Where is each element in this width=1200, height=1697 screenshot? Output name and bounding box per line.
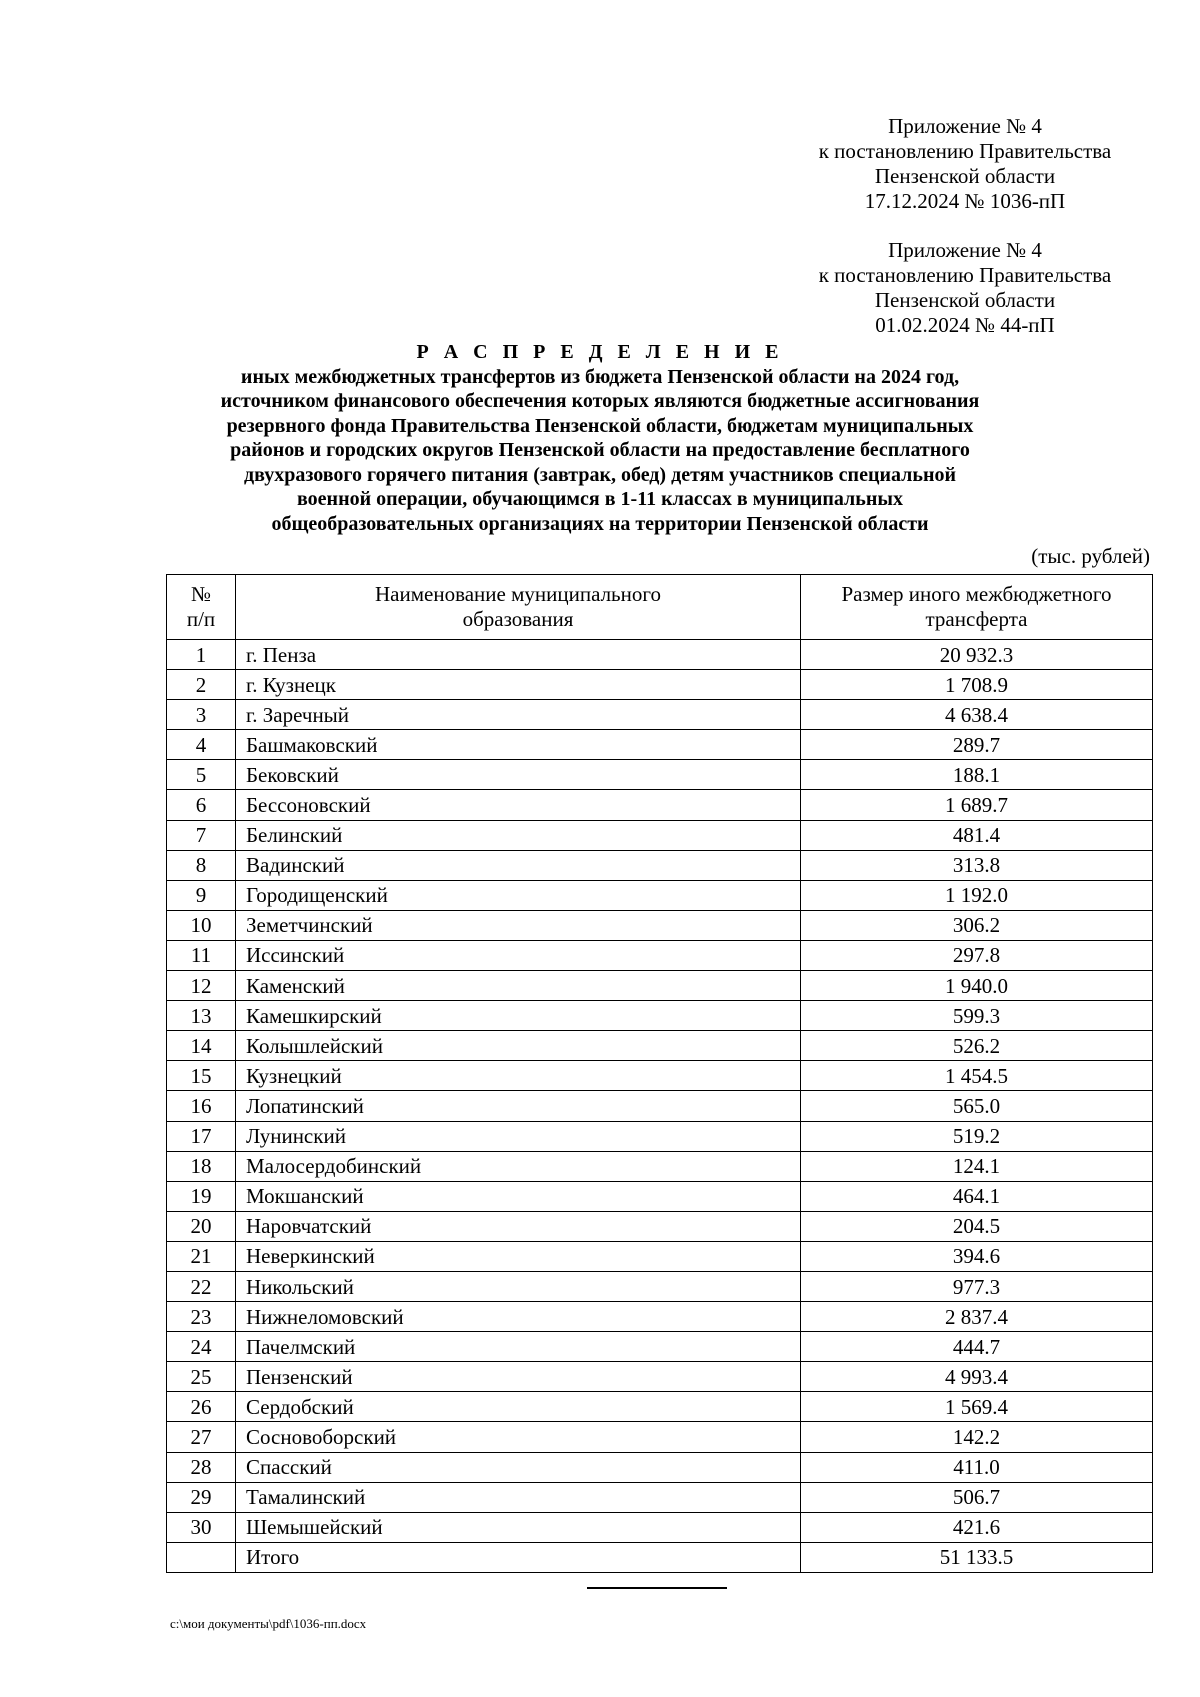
row-number: 10	[167, 910, 236, 940]
row-number: 30	[167, 1512, 236, 1542]
table-row	[167, 1271, 1153, 1301]
row-municipality: Наровчатский	[236, 1211, 801, 1241]
row-municipality: Бековский	[236, 760, 801, 790]
row-municipality: Кузнецкий	[236, 1061, 801, 1091]
total-label: Итого	[236, 1542, 801, 1572]
row-municipality: Бессоновский	[236, 790, 801, 820]
table-row	[167, 1211, 1153, 1241]
table-row	[167, 1031, 1153, 1061]
header-number-line: №	[190, 582, 212, 606]
table-row	[167, 790, 1153, 820]
appendix-date-number: 17.12.2024 № 1036-пП	[864, 189, 1066, 213]
row-amount: 1 708.9	[801, 670, 1153, 700]
row-municipality: Белинский	[236, 820, 801, 850]
document-title	[150, 340, 1050, 536]
header-amount-line: трансферта	[925, 607, 1028, 631]
end-divider	[587, 1587, 727, 1589]
row-amount: 506.7	[801, 1482, 1153, 1512]
row-number: 22	[167, 1271, 236, 1301]
table-row	[167, 1482, 1153, 1512]
row-municipality: Пачелмский	[236, 1332, 801, 1362]
row-amount: 4 638.4	[801, 700, 1153, 730]
row-number: 16	[167, 1091, 236, 1121]
table-row	[167, 670, 1153, 700]
row-amount: 306.2	[801, 910, 1153, 940]
row-number: 11	[167, 940, 236, 970]
row-municipality: Малосердобинский	[236, 1151, 801, 1181]
row-amount: 1 192.0	[801, 880, 1153, 910]
row-amount: 421.6	[801, 1512, 1153, 1542]
row-number: 15	[167, 1061, 236, 1091]
title-line: общеобразовательных организациях на территории Пензенской области	[271, 512, 929, 535]
row-municipality: Шемышейский	[236, 1512, 801, 1542]
row-amount: 1 569.4	[801, 1392, 1153, 1422]
row-amount: 204.5	[801, 1211, 1153, 1241]
total-number	[167, 1542, 236, 1572]
appendix-header-previous	[700, 238, 1200, 338]
row-municipality: Тамалинский	[236, 1482, 801, 1512]
table-row	[167, 760, 1153, 790]
row-number: 28	[167, 1452, 236, 1482]
row-number: 24	[167, 1332, 236, 1362]
row-municipality: г. Пенза	[236, 640, 801, 670]
table-row	[167, 1362, 1153, 1392]
appendix-reference: к постановлению Правительства	[818, 139, 1112, 163]
row-number: 8	[167, 850, 236, 880]
title-line: иных межбюджетных трансфертов из бюджета Пензенской области на 2024 год,	[240, 365, 960, 388]
title-line: районов и городских округов Пензенской области на предоставление бесплатного	[230, 439, 970, 461]
row-amount: 2 837.4	[801, 1302, 1153, 1332]
row-amount: 297.8	[801, 940, 1153, 970]
table-row	[167, 1241, 1153, 1271]
table-row	[167, 1512, 1153, 1542]
table-row	[167, 700, 1153, 730]
title-line: двухразового горячего питания (завтрак, обед) детям участников специальной	[243, 463, 957, 486]
row-municipality: Лопатинский	[236, 1091, 801, 1121]
appendix-date-number: 01.02.2024 № 44-пП	[875, 313, 1055, 337]
table-row	[167, 1091, 1153, 1121]
row-number: 17	[167, 1121, 236, 1151]
row-number: 1	[167, 640, 236, 670]
title-line: резервного фонда Правительства Пензенской области, бюджетам муниципальных	[226, 414, 974, 437]
total-amount: 51 133.5	[801, 1542, 1153, 1572]
header-municipality	[236, 575, 801, 640]
row-number: 27	[167, 1422, 236, 1452]
table-header-row	[167, 575, 1153, 640]
appendix-reference: к постановлению Правительства	[818, 263, 1112, 287]
row-amount: 289.7	[801, 730, 1153, 760]
row-municipality: Городищенский	[236, 880, 801, 910]
row-municipality: Пензенский	[236, 1362, 801, 1392]
table-row	[167, 1452, 1153, 1482]
table-body	[167, 640, 1153, 1573]
row-number: 19	[167, 1181, 236, 1211]
row-amount: 1 454.5	[801, 1061, 1153, 1091]
row-amount: 20 932.3	[801, 640, 1153, 670]
table-row	[167, 910, 1153, 940]
row-municipality: Сосновоборский	[236, 1422, 801, 1452]
row-amount: 124.1	[801, 1151, 1153, 1181]
title-line: военной операции, обучающимся в 1-11 классах в муниципальных	[297, 488, 903, 510]
title-line: источником финансового обеспечения которых являются бюджетные ассигнования	[220, 390, 980, 412]
row-number: 9	[167, 880, 236, 910]
header-amount-line: Размер иного межбюджетного	[841, 582, 1112, 606]
table-row	[167, 820, 1153, 850]
row-municipality: Лунинский	[236, 1121, 801, 1151]
units-label: (тыс. рублей)	[1031, 544, 1150, 568]
row-municipality: Нижнеломовский	[236, 1302, 801, 1332]
row-amount: 394.6	[801, 1241, 1153, 1271]
row-amount: 481.4	[801, 820, 1153, 850]
row-amount: 188.1	[801, 760, 1153, 790]
total-row	[167, 1542, 1153, 1572]
header-municipality-line: образования	[462, 607, 574, 631]
row-amount: 977.3	[801, 1271, 1153, 1301]
row-municipality: Колышлейский	[236, 1031, 801, 1061]
row-number: 29	[167, 1482, 236, 1512]
file-path-footer: c:\мои документы\pdf\1036-пп.docx	[170, 1616, 367, 1631]
row-municipality: Мокшанский	[236, 1181, 801, 1211]
header-number	[167, 575, 236, 640]
row-municipality: г. Кузнецк	[236, 670, 801, 700]
distribution-table	[166, 574, 1153, 1573]
row-municipality: Иссинский	[236, 940, 801, 970]
row-amount: 444.7	[801, 1332, 1153, 1362]
row-number: 5	[167, 760, 236, 790]
row-number: 23	[167, 1302, 236, 1332]
row-number: 12	[167, 971, 236, 1001]
row-municipality: Вадинский	[236, 850, 801, 880]
table-row	[167, 640, 1153, 670]
table-row	[167, 1001, 1153, 1031]
row-number: 6	[167, 790, 236, 820]
header-municipality-line: Наименование муниципального	[375, 582, 661, 606]
row-municipality: Неверкинский	[236, 1241, 801, 1271]
row-municipality: Никольский	[236, 1271, 801, 1301]
table-row	[167, 1181, 1153, 1211]
row-number: 7	[167, 820, 236, 850]
appendix-region: Пензенской области	[874, 288, 1056, 312]
title-heading: Р А С П Р Е Д Е Л Е Н И Е	[416, 341, 784, 363]
appendix-header-current	[700, 114, 1200, 214]
row-number: 18	[167, 1151, 236, 1181]
row-amount: 464.1	[801, 1181, 1153, 1211]
table-row	[167, 940, 1153, 970]
row-number: 13	[167, 1001, 236, 1031]
row-amount: 4 993.4	[801, 1362, 1153, 1392]
row-number: 14	[167, 1031, 236, 1061]
row-number: 4	[167, 730, 236, 760]
row-amount: 599.3	[801, 1001, 1153, 1031]
row-amount: 411.0	[801, 1452, 1153, 1482]
table-row	[167, 1422, 1153, 1452]
table-row	[167, 971, 1153, 1001]
row-municipality: г. Заречный	[236, 700, 801, 730]
table-row	[167, 850, 1153, 880]
row-municipality: Спасский	[236, 1452, 801, 1482]
row-amount: 1 689.7	[801, 790, 1153, 820]
table-row	[167, 1121, 1153, 1151]
row-amount: 142.2	[801, 1422, 1153, 1452]
row-number: 3	[167, 700, 236, 730]
table-row	[167, 1392, 1153, 1422]
table-row	[167, 1061, 1153, 1091]
row-municipality: Камешкирский	[236, 1001, 801, 1031]
row-number: 26	[167, 1392, 236, 1422]
table-row	[167, 880, 1153, 910]
row-number: 21	[167, 1241, 236, 1271]
row-number: 2	[167, 670, 236, 700]
row-number: 25	[167, 1362, 236, 1392]
table-row	[167, 730, 1153, 760]
table-row	[167, 1151, 1153, 1181]
row-municipality: Каменский	[236, 971, 801, 1001]
row-municipality: Башмаковский	[236, 730, 801, 760]
header-number-line: п/п	[186, 607, 216, 631]
appendix-number: Приложение № 4	[888, 114, 1042, 138]
row-number: 20	[167, 1211, 236, 1241]
table-row	[167, 1302, 1153, 1332]
row-amount: 313.8	[801, 850, 1153, 880]
table-row	[167, 1332, 1153, 1362]
row-municipality: Сердобский	[236, 1392, 801, 1422]
row-municipality: Земетчинский	[236, 910, 801, 940]
row-amount: 565.0	[801, 1091, 1153, 1121]
row-amount: 526.2	[801, 1031, 1153, 1061]
row-amount: 519.2	[801, 1121, 1153, 1151]
header-transfer-amount	[801, 575, 1153, 640]
appendix-number: Приложение № 4	[888, 238, 1042, 262]
appendix-region: Пензенской области	[874, 164, 1056, 188]
row-amount: 1 940.0	[801, 971, 1153, 1001]
